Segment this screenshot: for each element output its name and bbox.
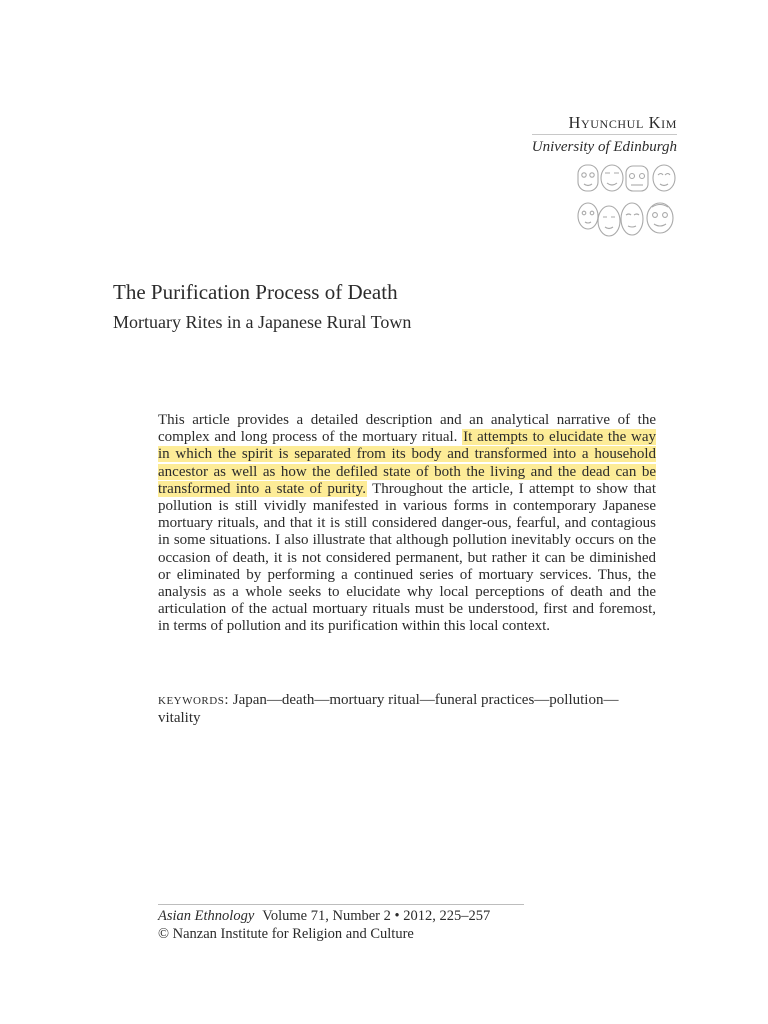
- abstract: [158, 412, 656, 636]
- keywords-label: keywords:: [158, 692, 229, 708]
- keywords: [158, 692, 656, 727]
- copyright-line: © Nanzan Institute for Religion and Culture: [158, 926, 414, 942]
- abstract-highlight: It attempts to elucidate the way in which the spirit is separated from its body and transformed into a household ancestor as well as how the defiled state of both the living and the dead can be transformed into a state of purity.: [158, 429, 656, 497]
- author-block: [532, 113, 677, 157]
- citation-footer: [158, 904, 524, 943]
- keywords-text: Japan—death—mortuary ritual—funeral practices—pollution—vitality: [158, 692, 619, 726]
- author-affiliation: University of Edinburgh: [532, 134, 677, 157]
- abstract-text-start: This article provides a detailed description and an analytical narrative of the complex and long process of the mortuary ritual.: [158, 412, 656, 446]
- abstract-text-end: Throughout the article, I attempt to show that pollution is still vividly manifested in various forms in contemporary Japanese mortuary rituals, and that it is still considered danger-ous, fearful, and contagious in some situations. I also illustrate that although pollution inevitably occurs on the occasion of death, it is not considered permanent, but rather it can be diminished or eliminated by performing a continued series of mortuary services. Thus, the analysis as a whole seeks to elucidate why local perceptions of death and the articulation of the actual mortuary rituals must be understood, first and foremost, in terms of pollution and its purification within this local context.: [158, 480, 656, 635]
- journal-name: Asian Ethnology: [158, 908, 255, 924]
- masks-logo-icon: [576, 163, 678, 243]
- citation-details: Volume 71, Number 2 • 2012, 225–257: [262, 908, 491, 924]
- citation-line: [158, 907, 524, 925]
- article-title: The Purification Process of Death: [113, 280, 398, 304]
- article-subtitle: Mortuary Rites in a Japanese Rural Town: [113, 312, 412, 332]
- author-name: Hyunchul Kim: [568, 113, 677, 132]
